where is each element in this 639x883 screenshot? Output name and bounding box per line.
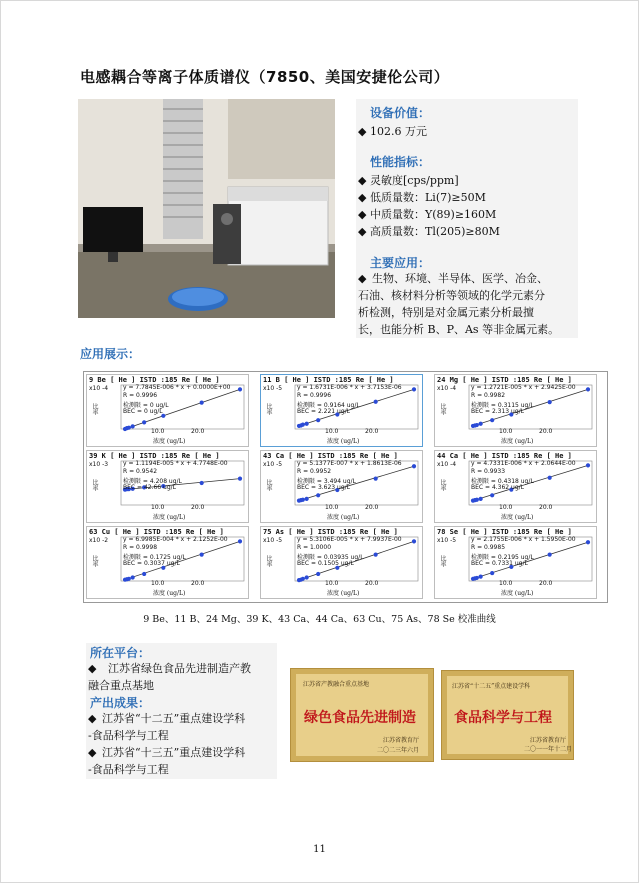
x-tick: 20.0 xyxy=(539,504,553,511)
curve-title: 39 K [ He ] ISTD :185 Re [ He ] xyxy=(89,452,220,460)
app-line: 生物、环境、半导体、医学、冶金、 xyxy=(372,272,548,285)
data-point xyxy=(548,553,552,557)
data-point xyxy=(475,576,479,580)
curve-r: R = 0.9985 xyxy=(471,544,506,551)
curve-xlabel: 浓度 (ug/L) xyxy=(327,590,360,597)
data-point xyxy=(374,477,378,481)
x-tick: 20.0 xyxy=(191,504,205,511)
perf-text: 低质量数：Li(7)≥50M xyxy=(370,191,486,204)
data-point xyxy=(479,575,483,579)
data-point xyxy=(238,477,242,481)
results-line: -食品科学与工程 xyxy=(88,763,169,776)
app-show-heading: 应用展示： xyxy=(80,347,141,361)
x-tick: 10.0 xyxy=(499,504,513,511)
curve-bec: BEC = 42.66 ug/L xyxy=(123,484,176,491)
plaque1-issuer: 江苏省教育厅 xyxy=(383,737,420,744)
plaque2-main: 食品科学与工程 xyxy=(454,710,552,726)
data-point xyxy=(479,422,483,426)
value-heading: 设备价值： xyxy=(370,106,431,120)
x-tick: 10.0 xyxy=(499,580,513,587)
data-point xyxy=(412,387,416,391)
results-line: -食品科学与工程 xyxy=(88,729,169,742)
curve-equation: y = 5.3106E-005 * x + 7.9937E-00 xyxy=(297,536,402,543)
page-number: 11 xyxy=(313,844,326,855)
value-text: 102.6 万元 xyxy=(370,125,427,138)
app-line: 石油、核材料分析等领域的化学元素分 xyxy=(358,289,545,302)
curve-exponent: x10 -5 xyxy=(263,537,283,544)
curve-exponent: x10 -5 xyxy=(263,385,283,392)
data-point xyxy=(131,575,135,579)
curve-detection-limit: 检测限 = 4.208 ug/L xyxy=(123,478,182,485)
data-point xyxy=(479,497,483,501)
curve-xlabel: 浓度 (ug/L) xyxy=(327,514,360,521)
curve-bec: BEC = 3.623 ug/L xyxy=(297,484,350,491)
curve-ylabel: 比率 xyxy=(439,555,446,567)
data-point xyxy=(586,463,590,467)
curve-bec: BEC = 0.3037 ug/L xyxy=(123,560,180,567)
x-tick: 20.0 xyxy=(365,504,379,511)
x-tick: 10.0 xyxy=(325,428,339,435)
results-line: 江苏省“十二五”重点建设学科 xyxy=(102,712,246,725)
curve-exponent: x10 -3 xyxy=(89,461,109,468)
x-tick: 20.0 xyxy=(539,580,553,587)
curve-bec: BEC = 0.1505 ug/L xyxy=(297,560,354,567)
data-point xyxy=(475,423,479,427)
curve-ylabel: 比率 xyxy=(265,479,272,491)
x-tick: 10.0 xyxy=(325,504,339,511)
curve-detection-limit: 检测限 = 0.9164 ug/L xyxy=(297,402,360,409)
calibration-curve xyxy=(260,374,423,447)
value-item: ◆ 102.6 万元 xyxy=(358,125,427,138)
calibration-curve xyxy=(434,526,597,599)
instrument-photo xyxy=(78,99,335,318)
curve-exponent: x10 -4 xyxy=(89,385,109,392)
data-point xyxy=(490,493,494,497)
plaque-food-science xyxy=(441,670,574,760)
app-line: 析检测，特别是对金属元素分析最擅 xyxy=(358,306,534,319)
curve-r: R = 0.9933 xyxy=(471,468,506,475)
data-point xyxy=(316,493,320,497)
data-point xyxy=(301,498,305,502)
data-point xyxy=(238,539,242,543)
data-point xyxy=(305,497,309,501)
perf-heading: 性能指标： xyxy=(370,155,431,169)
curve-detection-limit: 检测限 = 3.494 ug/L xyxy=(297,478,356,485)
curve-title: 75 As [ He ] ISTD :185 Re [ He ] xyxy=(263,528,398,536)
curve-title: 63 Cu [ He ] ISTD :185 Re [ He ] xyxy=(89,528,224,536)
data-point xyxy=(127,426,131,430)
curve-ylabel: 比率 xyxy=(439,479,446,491)
curve-ylabel: 比率 xyxy=(265,403,272,415)
x-tick: 10.0 xyxy=(499,428,513,435)
app-line: 长，也能分析 B、P、As 等非金属元素。 xyxy=(358,323,560,336)
data-point xyxy=(316,572,320,576)
data-point xyxy=(238,387,242,391)
perf-item: ◆ 中质量数：Y(89)≥160M xyxy=(358,208,497,221)
calibration-curve xyxy=(260,450,423,523)
data-point xyxy=(412,464,416,468)
results-line: 江苏省“十三五”重点建设学科 xyxy=(102,746,246,759)
plaque2-date: 二〇一一年十二月 xyxy=(524,746,573,753)
perf-text: 中质量数：Y(89)≥160M xyxy=(370,208,497,221)
x-tick: 20.0 xyxy=(365,580,379,587)
curve-equation: y = 2.1755E-006 * x + 1.5950E-00 xyxy=(471,536,576,543)
calibration-curve xyxy=(86,450,249,523)
curve-exponent: x10 -5 xyxy=(263,461,283,468)
data-point xyxy=(301,423,305,427)
curve-r: R = 0.9996 xyxy=(123,392,158,399)
data-point xyxy=(131,424,135,428)
data-point xyxy=(200,401,204,405)
results-text: ◆ 江苏省“十二五”重点建设学科 -食品科学与工程 ◆ 江苏省“十三五”重点建设学科 -食品科学与工程 xyxy=(88,712,246,776)
plaque1-top: 江苏省产教融合重点基地 xyxy=(303,681,370,688)
x-tick: 10.0 xyxy=(151,428,165,435)
x-tick: 20.0 xyxy=(191,428,205,435)
curve-xlabel: 浓度 (ug/L) xyxy=(501,438,534,445)
curve-ylabel: 比率 xyxy=(91,555,98,567)
page-title: 电感耦合等离子体质谱仪（7850、美国安捷伦公司） xyxy=(80,68,450,86)
data-point xyxy=(412,539,416,543)
calibration-curve xyxy=(86,526,249,599)
curve-title: 43 Ca [ He ] ISTD :185 Re [ He ] xyxy=(263,452,398,460)
curve-equation: y = 1.2721E-005 * x + 2.9425E-00 xyxy=(471,384,576,391)
curve-xlabel: 浓度 (ug/L) xyxy=(153,514,186,521)
curve-detection-limit: 检测限 = 0.2195 ug/L xyxy=(471,554,534,561)
curve-detection-limit: 检测限 = 0 ug/L xyxy=(123,402,169,409)
curve-xlabel: 浓度 (ug/L) xyxy=(501,590,534,597)
data-point xyxy=(586,540,590,544)
data-point xyxy=(490,418,494,422)
curve-equation: y = 5.1377E-007 * x + 1.8613E-06 xyxy=(297,460,402,467)
app-heading: 主要应用： xyxy=(370,256,431,270)
curve-bec: BEC = 2.221 ug/L xyxy=(297,408,350,415)
curve-r: R = 0.9982 xyxy=(471,392,506,399)
x-tick: 20.0 xyxy=(365,428,379,435)
platform-text: ◆ 江苏省绿色食品先进制造产教 融合重点基地 xyxy=(88,662,251,692)
data-point xyxy=(305,422,309,426)
plaque1-main: 绿色食品先进制造 xyxy=(304,710,416,726)
curve-equation: y = 1.6731E-006 * x + 3.7153E-06 xyxy=(297,384,402,391)
calibration-curve xyxy=(86,374,249,447)
curve-exponent: x10 -4 xyxy=(437,385,457,392)
curve-xlabel: 浓度 (ug/L) xyxy=(327,438,360,445)
curve-exponent: x10 -2 xyxy=(89,537,109,544)
perf-item: ◆ 低质量数：Li(7)≥50M xyxy=(358,191,486,204)
data-point xyxy=(374,553,378,557)
calibration-grid xyxy=(83,371,608,603)
plaque-green-food xyxy=(290,668,434,762)
curve-xlabel: 浓度 (ug/L) xyxy=(153,438,186,445)
curve-xlabel: 浓度 (ug/L) xyxy=(501,514,534,521)
plaque2-issuer: 江苏省教育厅 xyxy=(530,737,567,744)
curve-bec: BEC = 4.362 ug/L xyxy=(471,484,524,491)
curve-xlabel: 浓度 (ug/L) xyxy=(153,590,186,597)
curve-r: R = 1.0000 xyxy=(297,544,332,551)
data-point xyxy=(301,577,305,581)
curve-title: 11 B [ He ] ISTD :185 Re [ He ] xyxy=(263,376,394,384)
curve-equation: y = 1.1194E-005 * x + 4.7748E-00 xyxy=(123,460,228,467)
x-tick: 20.0 xyxy=(539,428,553,435)
curve-ylabel: 比率 xyxy=(91,403,98,415)
curve-exponent: x10 -5 xyxy=(437,537,457,544)
curve-title: 24 Mg [ He ] ISTD :185 Re [ He ] xyxy=(437,376,572,384)
calibration-curve xyxy=(434,450,597,523)
calibration-curve xyxy=(260,526,423,599)
data-point xyxy=(200,553,204,557)
curve-equation: y = 4.7331E-006 * x + 2.0644E-00 xyxy=(471,460,576,467)
perf-item: ◆ 高质量数：Tl(205)≥80M xyxy=(358,225,500,238)
data-point xyxy=(127,577,131,581)
platform-heading: 所在平台： xyxy=(90,646,151,660)
curve-detection-limit: 检测限 = 0.03935 ug/L xyxy=(297,554,364,561)
curve-exponent: x10 -4 xyxy=(437,461,457,468)
curve-bec: BEC = 2.313 ug/L xyxy=(471,408,524,415)
curve-detection-limit: 检测限 = 0.3115 ug/L xyxy=(471,402,534,409)
perf-text: 灵敏度[cps/ppm] xyxy=(370,174,459,187)
data-point xyxy=(142,572,146,576)
data-point xyxy=(586,387,590,391)
data-point xyxy=(490,571,494,575)
curve-bec: BEC = 0 ug/L xyxy=(123,408,163,415)
curve-ylabel: 比率 xyxy=(91,479,98,491)
curve-ylabel: 比率 xyxy=(265,555,272,567)
perf-text: 高质量数：Tl(205)≥80M xyxy=(370,225,500,238)
calibration-curve xyxy=(434,374,597,447)
x-tick: 20.0 xyxy=(191,580,205,587)
data-point xyxy=(305,575,309,579)
data-point xyxy=(142,420,146,424)
curve-r: R = 0.9952 xyxy=(297,468,332,475)
curve-r: R = 0.9998 xyxy=(123,544,158,551)
curve-r: R = 0.9996 xyxy=(297,392,332,399)
data-point xyxy=(548,476,552,480)
x-tick: 10.0 xyxy=(151,504,165,511)
curve-r: R = 0.9542 xyxy=(123,468,158,475)
plaque1-date: 二〇二三年六月 xyxy=(377,747,420,754)
curve-detection-limit: 检测限 = 0.1725 ug/L xyxy=(123,554,186,561)
data-point xyxy=(316,418,320,422)
curve-title: 9 Be [ He ] ISTD :185 Re [ He ] xyxy=(89,376,220,384)
results-heading: 产出成果： xyxy=(90,696,151,710)
curve-title: 78 Se [ He ] ISTD :185 Re [ He ] xyxy=(437,528,572,536)
app-paragraph: ◆ 生物、环境、半导体、医学、冶金、 石油、核材料分析等领域的化学元素分 析检测，特别是对金属元素分析最擅 长，也能分析 B、P、As 等非金属元素。 xyxy=(358,272,560,336)
curve-bec: BEC = 0.7331 ug/L xyxy=(471,560,528,567)
curve-title: 44 Ca [ He ] ISTD :185 Re [ He ] xyxy=(437,452,572,460)
data-point xyxy=(548,400,552,404)
curve-ylabel: 比率 xyxy=(439,403,446,415)
x-tick: 10.0 xyxy=(325,580,339,587)
curve-equation: y = 7.7845E-006 * x + 0.0000E+00 xyxy=(123,384,231,391)
curve-equation: y = 6.9985E-004 * x + 2.1252E-00 xyxy=(123,536,228,543)
data-point xyxy=(475,498,479,502)
curve-detection-limit: 检测限 = 0.4318 ug/L xyxy=(471,478,534,485)
data-point xyxy=(200,481,204,485)
figure-caption: 9 Be、11 B、24 Mg、39 K、43 Ca、44 Ca、63 Cu、75 As、78 Se 校准曲线 xyxy=(143,614,496,625)
data-point xyxy=(374,400,378,404)
perf-item: ◆ 灵敏度[cps/ppm] xyxy=(358,174,459,187)
x-tick: 10.0 xyxy=(151,580,165,587)
platform-line: 江苏省绿色食品先进制造产教 xyxy=(108,662,251,675)
plaque2-top: 江苏省“十二五”重点建设学科 xyxy=(452,683,531,690)
platform-line: 融合重点基地 xyxy=(88,679,154,692)
